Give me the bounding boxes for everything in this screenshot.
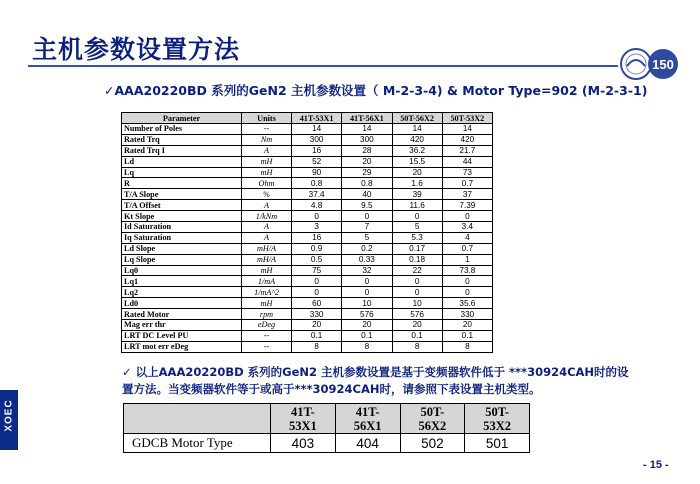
parameter-value-cell: 576: [392, 309, 442, 320]
parameter-value-cell: 330: [442, 309, 492, 320]
motor-header-50t-53x2: 50T- 53X2: [465, 404, 530, 434]
parameter-name-cell: LRT DC Level PU: [122, 330, 242, 341]
parameter-value-cell: 73.8: [442, 265, 492, 276]
parameter-value-cell: 576: [342, 309, 392, 320]
parameter-value-cell: 16: [292, 232, 342, 243]
parameter-value-cell: 8: [392, 341, 442, 352]
header-41t-56x1: 41T-56X1: [342, 113, 392, 124]
parameter-value-cell: 7.39: [442, 200, 492, 211]
parameter-unit-cell: 1/mA: [242, 276, 292, 287]
parameter-name-cell: Rated Motor: [122, 309, 242, 320]
motor-header-41t-53x1: 41T- 53X1: [271, 404, 336, 434]
parameter-row: [122, 276, 493, 287]
parameter-value-cell: 0: [292, 211, 342, 222]
parameter-name-cell: LRT mot err eDeg: [122, 341, 242, 352]
header-50t-56x2: 50T-56X2: [392, 113, 442, 124]
parameter-unit-cell: --: [242, 124, 292, 135]
parameter-value-cell: 0.7: [442, 178, 492, 189]
parameter-unit-cell: %: [242, 189, 292, 200]
parameter-value-cell: 330: [292, 309, 342, 320]
parameter-value-cell: 0: [442, 211, 492, 222]
parameter-value-cell: 40: [342, 189, 392, 200]
parameter-row: [122, 124, 493, 135]
parameter-value-cell: 22: [392, 265, 442, 276]
motor-type-row-label: GDCB Motor Type: [124, 434, 271, 453]
parameter-value-cell: 90: [292, 167, 342, 178]
parameter-value-cell: 3: [292, 222, 342, 233]
parameter-value-cell: 20: [342, 320, 392, 331]
parameter-name-cell: T/A Offset: [122, 200, 242, 211]
parameter-row: [122, 320, 493, 331]
sidebar-brand-text: XOEC: [3, 399, 15, 432]
parameter-value-cell: 37: [442, 189, 492, 200]
motor-type-value: 501: [465, 434, 530, 453]
parameter-value-cell: 14: [342, 124, 392, 135]
parameter-value-cell: 0.5: [292, 254, 342, 265]
parameter-value-cell: 0.7: [442, 243, 492, 254]
parameter-value-cell: 420: [392, 134, 442, 145]
parameter-name-cell: Lq1: [122, 276, 242, 287]
parameter-value-cell: 60: [292, 298, 342, 309]
header-50t-53x2: 50T-53X2: [442, 113, 492, 124]
parameter-unit-cell: mH: [242, 298, 292, 309]
parameter-table-header: [122, 113, 493, 124]
parameter-value-cell: 21.7: [442, 145, 492, 156]
parameter-row: [122, 200, 493, 211]
header-41t-53x1: 41T-53X1: [292, 113, 342, 124]
parameter-name-cell: R: [122, 178, 242, 189]
parameter-value-cell: 14: [392, 124, 442, 135]
parameter-name-cell: Lq2: [122, 287, 242, 298]
parameter-value-cell: 0.33: [342, 254, 392, 265]
parameter-value-cell: 0: [442, 276, 492, 287]
parameter-value-cell: 0: [392, 276, 442, 287]
parameter-row: [122, 222, 493, 233]
parameter-row: [122, 189, 493, 200]
parameter-value-cell: 0: [392, 211, 442, 222]
parameter-value-cell: 75: [292, 265, 342, 276]
parameter-value-cell: 8: [342, 341, 392, 352]
parameter-row: [122, 265, 493, 276]
parameter-value-cell: 5.3: [392, 232, 442, 243]
parameter-unit-cell: 1/kNm: [242, 211, 292, 222]
parameter-value-cell: 8: [292, 341, 342, 352]
parameter-name-cell: Rated Trq: [122, 134, 242, 145]
parameter-table: [121, 112, 493, 353]
parameter-value-cell: 29: [342, 167, 392, 178]
parameter-value-cell: 0: [292, 287, 342, 298]
parameter-unit-cell: --: [242, 341, 292, 352]
anniversary-logo: [618, 44, 682, 84]
parameter-unit-cell: mH/A: [242, 243, 292, 254]
parameter-row: [122, 134, 493, 145]
parameter-value-cell: 35.6: [442, 298, 492, 309]
motor-header-50t-56x2: 50T- 56X2: [400, 404, 465, 434]
parameter-row: [122, 211, 493, 222]
header-parameter: Parameter: [122, 113, 242, 124]
parameter-value-cell: 10: [342, 298, 392, 309]
parameter-name-cell: Ld: [122, 156, 242, 167]
parameter-unit-cell: mH: [242, 265, 292, 276]
parameter-unit-cell: --: [242, 330, 292, 341]
parameter-unit-cell: Nm: [242, 134, 292, 145]
header-units: Units: [242, 113, 292, 124]
parameter-value-cell: 14: [442, 124, 492, 135]
parameter-row: [122, 298, 493, 309]
software-version-note: [122, 364, 642, 398]
parameter-unit-cell: mH: [242, 156, 292, 167]
title-divider: [28, 65, 618, 67]
parameter-row: [122, 178, 493, 189]
parameter-value-cell: 5: [392, 222, 442, 233]
parameter-unit-cell: mH: [242, 167, 292, 178]
parameter-value-cell: 0.17: [392, 243, 442, 254]
parameter-row: [122, 309, 493, 320]
parameter-name-cell: T/A Slope: [122, 189, 242, 200]
motor-type-value-row: [124, 434, 530, 453]
parameter-value-cell: 20: [442, 320, 492, 331]
parameter-unit-cell: eDeg: [242, 320, 292, 331]
parameter-row: [122, 341, 493, 352]
parameter-value-cell: 0.8: [292, 178, 342, 189]
parameter-value-cell: 0.18: [392, 254, 442, 265]
note-line-1: ✓ 以上AAA20220BD 系列的GeN2 主机参数设置是基于变频器软件低于 ***30924CAH时的设: [122, 365, 629, 379]
parameter-value-cell: 8: [442, 341, 492, 352]
parameter-name-cell: Lq: [122, 167, 242, 178]
motor-type-header-blank: [124, 404, 271, 434]
parameter-row: [122, 330, 493, 341]
note-line-2: 置方法。当变频器软件等于或高于***30924CAH时，请参照下表设置主机类型。: [122, 382, 541, 396]
parameter-value-cell: 3.4: [442, 222, 492, 233]
parameter-value-cell: 4.8: [292, 200, 342, 211]
parameter-value-cell: 39: [392, 189, 442, 200]
parameter-name-cell: Rated Trq I: [122, 145, 242, 156]
sidebar-brand-bar: [0, 390, 18, 450]
parameter-value-cell: 32: [342, 265, 392, 276]
parameter-value-cell: 44: [442, 156, 492, 167]
parameter-value-cell: 4: [442, 232, 492, 243]
parameter-value-cell: 0.1: [442, 330, 492, 341]
page-number: - 15 -: [643, 459, 669, 471]
parameter-unit-cell: mH/A: [242, 254, 292, 265]
parameter-value-cell: 20: [342, 156, 392, 167]
parameter-value-cell: 20: [292, 320, 342, 331]
parameter-value-cell: 37.4: [292, 189, 342, 200]
parameter-row: [122, 287, 493, 298]
parameter-unit-cell: 1/mA^2: [242, 287, 292, 298]
parameter-value-cell: 28: [342, 145, 392, 156]
motor-type-header-row: [124, 404, 530, 434]
motor-type-value: 403: [271, 434, 336, 453]
parameter-row: [122, 167, 493, 178]
parameter-value-cell: 0: [392, 287, 442, 298]
parameter-value-cell: 16: [292, 145, 342, 156]
parameter-value-cell: 1.6: [392, 178, 442, 189]
parameter-value-cell: 0: [342, 276, 392, 287]
parameter-name-cell: Id Saturation: [122, 222, 242, 233]
parameter-value-cell: 0: [292, 276, 342, 287]
parameter-value-cell: 36.2: [392, 145, 442, 156]
parameter-row: [122, 254, 493, 265]
parameter-unit-cell: rpm: [242, 309, 292, 320]
parameter-row: [122, 145, 493, 156]
parameter-value-cell: 5: [342, 232, 392, 243]
parameter-value-cell: 52: [292, 156, 342, 167]
parameter-row: [122, 156, 493, 167]
parameter-unit-cell: A: [242, 222, 292, 233]
motor-type-value: 502: [400, 434, 465, 453]
parameter-value-cell: 73: [442, 167, 492, 178]
parameter-value-cell: 300: [342, 134, 392, 145]
parameter-unit-cell: A: [242, 200, 292, 211]
parameter-unit-cell: A: [242, 232, 292, 243]
parameter-value-cell: 20: [392, 167, 442, 178]
parameter-name-cell: Mag err thr: [122, 320, 242, 331]
parameter-row: [122, 232, 493, 243]
parameter-name-cell: Ld Slope: [122, 243, 242, 254]
parameter-name-cell: Ld0: [122, 298, 242, 309]
parameter-value-cell: 14: [292, 124, 342, 135]
parameter-value-cell: 15.5: [392, 156, 442, 167]
parameter-value-cell: 7: [342, 222, 392, 233]
page-title: 主机参数设置方法: [32, 35, 241, 64]
parameter-value-cell: 9.5: [342, 200, 392, 211]
parameter-value-cell: 0.2: [342, 243, 392, 254]
parameter-value-cell: 0.1: [392, 330, 442, 341]
parameter-name-cell: Kt Slope: [122, 211, 242, 222]
parameter-row: [122, 243, 493, 254]
section-subheading: ✓AAA20220BD 系列的GeN2 主机参数设置（ M-2-3-4) & Motor Type=902 (M-2-3-1): [104, 83, 648, 98]
parameter-name-cell: Lq Slope: [122, 254, 242, 265]
motor-type-table: [123, 403, 530, 453]
parameter-value-cell: 420: [442, 134, 492, 145]
motor-type-value: 404: [335, 434, 400, 453]
motor-header-41t-56x1: 41T- 56X1: [335, 404, 400, 434]
parameter-value-cell: 10: [392, 298, 442, 309]
parameter-unit-cell: A: [242, 145, 292, 156]
parameter-value-cell: 1: [442, 254, 492, 265]
parameter-value-cell: 300: [292, 134, 342, 145]
parameter-value-cell: 0: [442, 287, 492, 298]
parameter-value-cell: 0.1: [342, 330, 392, 341]
parameter-name-cell: Lq0: [122, 265, 242, 276]
parameter-value-cell: 0.1: [292, 330, 342, 341]
parameter-value-cell: 0: [342, 211, 392, 222]
parameter-value-cell: 20: [392, 320, 442, 331]
logo-number: 150: [652, 57, 674, 72]
parameter-value-cell: 0.8: [342, 178, 392, 189]
parameter-unit-cell: Ohm: [242, 178, 292, 189]
parameter-name-cell: Iq Saturation: [122, 232, 242, 243]
parameter-value-cell: 0: [342, 287, 392, 298]
parameter-value-cell: 11.6: [392, 200, 442, 211]
parameter-value-cell: 0.9: [292, 243, 342, 254]
parameter-name-cell: Number of Poles: [122, 124, 242, 135]
